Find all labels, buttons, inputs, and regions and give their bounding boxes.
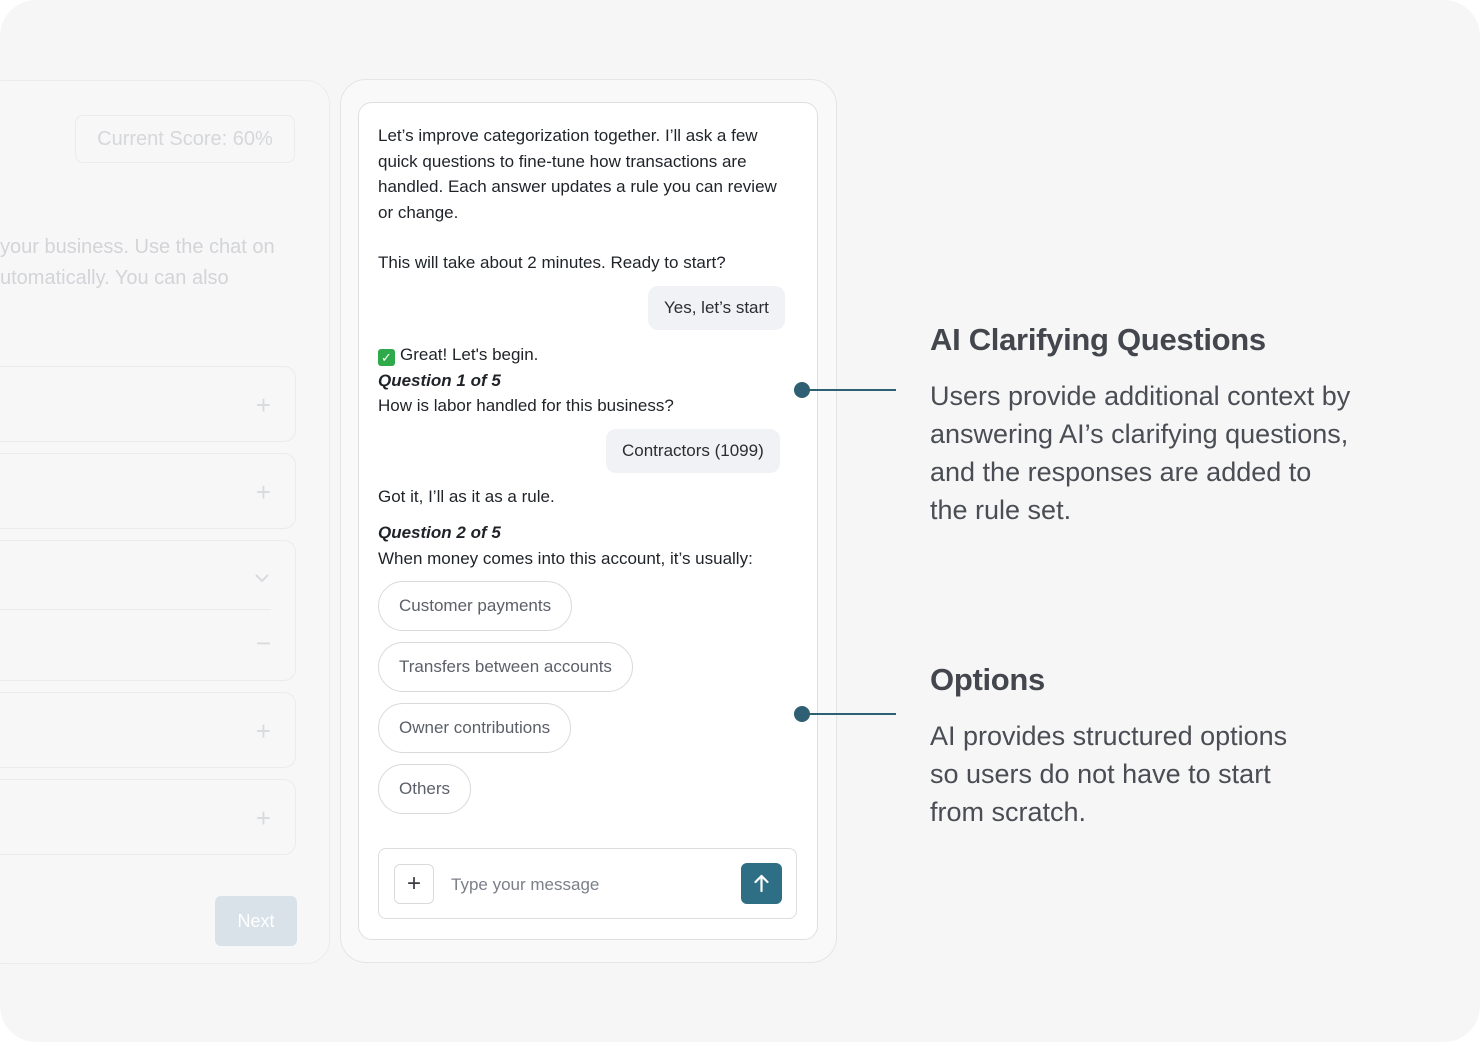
accordion-row-2[interactable] xyxy=(0,453,296,529)
annotation-leader-line xyxy=(808,713,896,715)
assistant-acknowledgement: Got it, I’ll as it as a rule. xyxy=(378,487,555,506)
option-others[interactable]: Others xyxy=(378,764,471,814)
option-customer-payments[interactable]: Customer payments xyxy=(378,581,572,631)
annotation-body-questions-1: Users provide additional context by xyxy=(930,381,1351,411)
annotation-leader-line xyxy=(808,389,896,391)
question-2-text: When money comes into this account, it’s usually: xyxy=(378,548,753,568)
assistant-intro-message: Let’s improve categorization together. I’ll ask a few quick questions to fine-tune how transactions are handled. Each answer updates a rule you can review or change. xyxy=(378,126,777,222)
accordion-row-4[interactable] xyxy=(0,692,296,768)
annotation-body-options-1: AI provides structured options xyxy=(930,721,1288,751)
question-2-label: Question 2 of 5 xyxy=(378,523,501,542)
annotation-body-options-2: so users do not have to start xyxy=(930,759,1271,789)
minus-icon: − xyxy=(255,628,271,658)
user-reply-bubble: Contractors (1099) xyxy=(606,429,780,473)
check-icon: ✓ xyxy=(378,349,395,366)
question-1-label: Question 1 of 5 xyxy=(378,370,501,390)
intro-text-line-2: utomatically. You can also xyxy=(0,267,229,289)
current-score-badge: Current Score: 60% xyxy=(75,115,295,163)
next-button[interactable]: Next xyxy=(215,896,297,946)
assistant-question-2 xyxy=(378,520,808,571)
accordion-row-5[interactable] xyxy=(0,779,296,855)
option-owner-contributions[interactable]: Owner contributions xyxy=(378,703,571,753)
plus-icon: + xyxy=(255,477,271,507)
accordion-row-3-expanded[interactable] xyxy=(0,540,296,681)
plus-icon: + xyxy=(255,803,271,833)
arrow-up-icon xyxy=(741,863,782,904)
option-transfers-between-accounts[interactable]: Transfers between accounts xyxy=(378,642,633,692)
assistant-ready-question: This will take about 2 minutes. Ready to start? xyxy=(378,253,726,272)
annotation-body-questions-4: the rule set. xyxy=(930,495,1072,525)
plus-icon: + xyxy=(255,390,271,420)
plus-icon: + xyxy=(255,716,271,746)
message-input[interactable] xyxy=(449,867,733,903)
chevron-down-icon xyxy=(253,569,271,587)
annotation-body-questions-2: answering AI’s clarifying questions, xyxy=(930,419,1349,449)
question-1-text: How is labor handled for this business? xyxy=(378,396,674,415)
annotation-title-questions: AI Clarifying Questions xyxy=(930,322,1266,357)
divider xyxy=(0,609,271,610)
attach-button[interactable] xyxy=(394,864,434,904)
accordion-row-1[interactable] xyxy=(0,366,296,442)
annotation-body-questions-3: and the responses are added to xyxy=(930,457,1312,487)
annotation-title-options: Options xyxy=(930,662,1045,697)
send-button[interactable] xyxy=(741,863,782,904)
user-reply-bubble: Yes, let’s start xyxy=(648,286,785,330)
great-text: Great! Let's begin. xyxy=(400,345,539,364)
intro-text-line-1: your business. Use the chat on xyxy=(0,236,275,258)
plus-icon: + xyxy=(406,870,421,897)
annotation-body-options-3: from scratch. xyxy=(930,797,1087,827)
message-composer xyxy=(378,848,797,919)
assistant-question-1 xyxy=(378,342,796,419)
